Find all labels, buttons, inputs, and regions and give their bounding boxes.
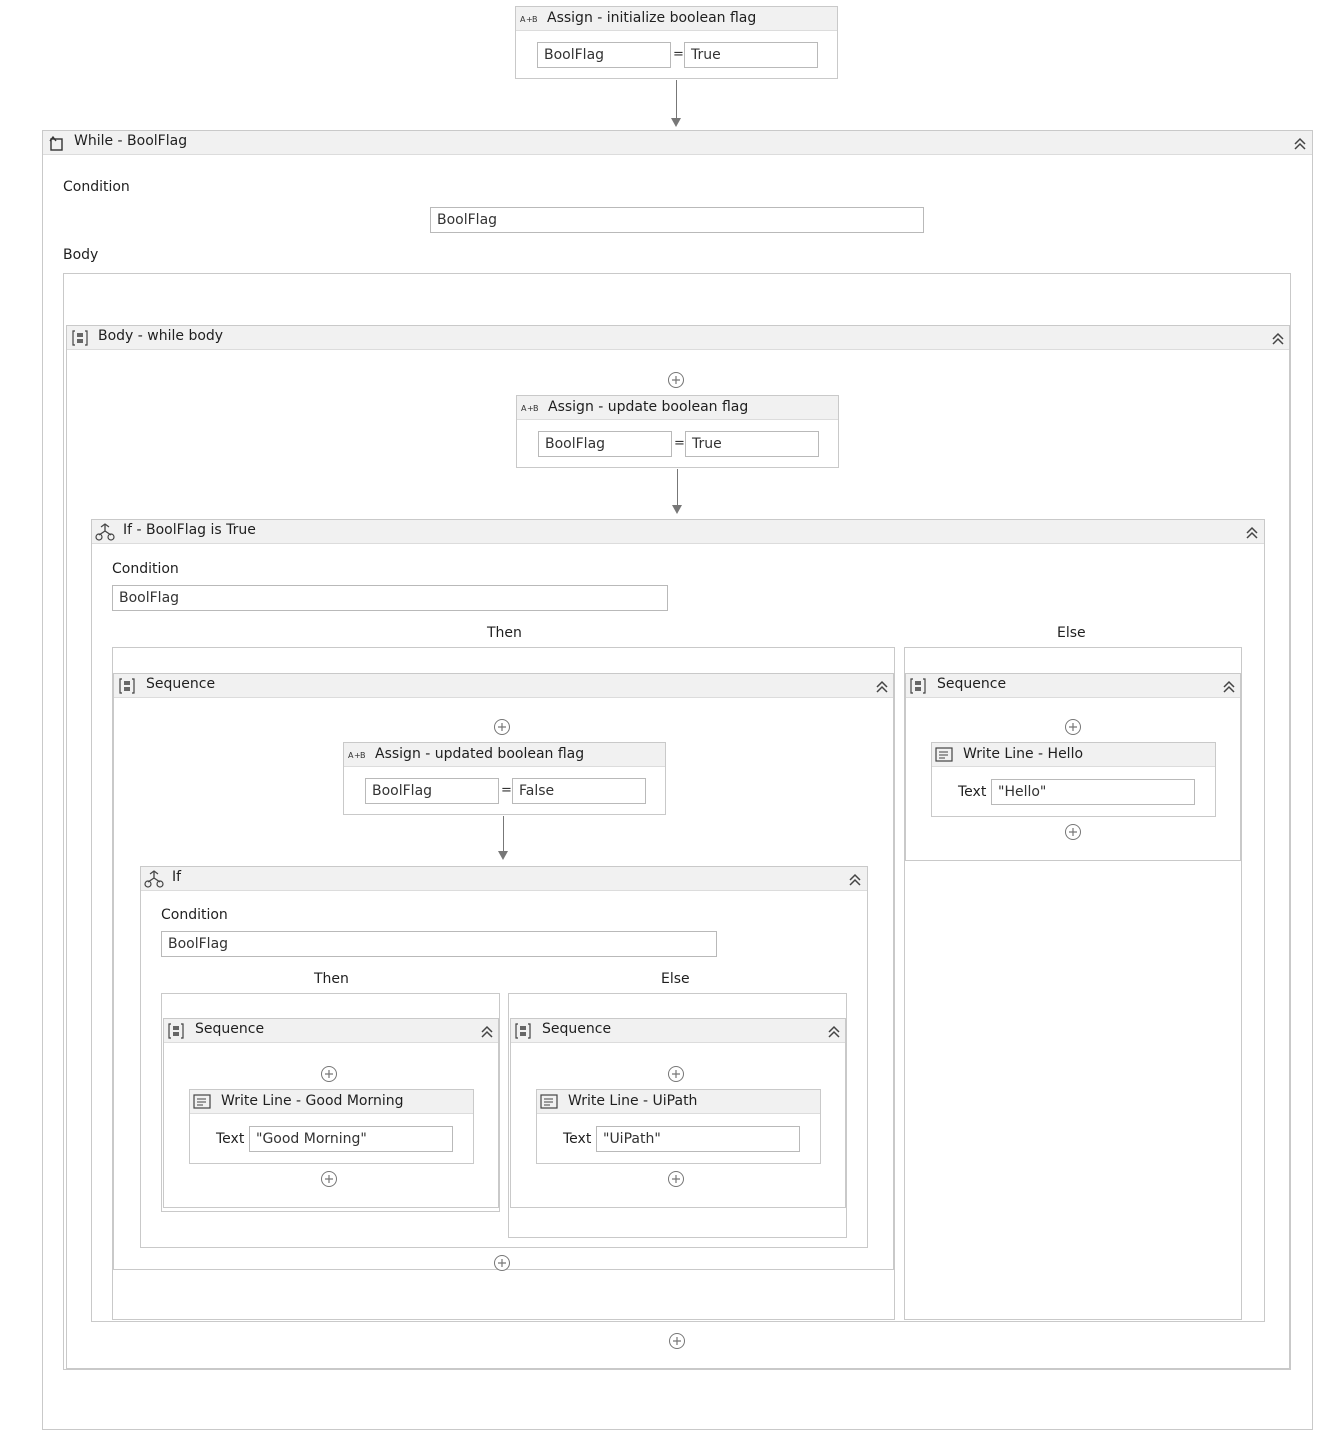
assign-to-field[interactable]: BoolFlag (537, 42, 671, 68)
flow-connector (677, 469, 678, 505)
flow-arrow (498, 851, 508, 860)
assign-initialize-activity[interactable] (515, 6, 838, 79)
add-activity-icon[interactable] (667, 371, 685, 389)
body-label: Body (63, 247, 99, 263)
assign-operator: = (674, 436, 685, 451)
add-activity-icon[interactable] (668, 1332, 686, 1350)
activity-title: If - BoolFlag is True (123, 522, 256, 538)
svg-text:+: + (526, 15, 533, 24)
activity-header (92, 520, 1264, 544)
add-activity-icon[interactable] (320, 1065, 338, 1083)
activity-title: Sequence (195, 1021, 265, 1037)
text-label: Text (216, 1131, 245, 1147)
activity-title: Sequence (937, 676, 1007, 692)
write-line-uipath-activity[interactable] (536, 1089, 821, 1164)
svg-text:A: A (348, 751, 354, 760)
condition-label: Condition (112, 561, 179, 577)
flow-arrow (672, 505, 682, 514)
activity-title: If (172, 869, 182, 885)
condition-label: Condition (161, 907, 228, 923)
svg-text:+: + (527, 404, 534, 413)
text-field[interactable]: "Hello" (991, 779, 1195, 805)
sequence-icon (514, 1022, 532, 1040)
assign-icon (521, 403, 541, 413)
condition-label: Condition (63, 179, 130, 195)
if-inner-activity[interactable] (140, 866, 868, 1248)
else-sequence-activity[interactable] (510, 1018, 846, 1208)
then-branch-container (112, 647, 895, 1320)
add-activity-icon[interactable] (1064, 718, 1082, 736)
assign-to-field[interactable]: BoolFlag (365, 778, 499, 804)
add-activity-icon[interactable] (493, 1254, 511, 1272)
while-icon (48, 135, 65, 152)
assign-update-activity[interactable] (516, 395, 839, 468)
svg-text:B: B (532, 15, 538, 24)
then-label: Then (487, 625, 522, 641)
else-branch-container (508, 993, 847, 1238)
while-body-container (63, 273, 1291, 1370)
activity-title: Sequence (542, 1021, 612, 1037)
body-sequence-activity[interactable] (66, 325, 1290, 1369)
activity-header (141, 867, 867, 891)
assign-value-field[interactable]: False (512, 778, 646, 804)
activity-title: Assign - update boolean flag (548, 399, 749, 415)
collapse-icon[interactable] (848, 873, 862, 887)
condition-field[interactable]: BoolFlag (430, 207, 924, 233)
svg-text:A: A (520, 15, 526, 24)
if-outer-activity[interactable] (91, 519, 1265, 1322)
then-sequence-activity[interactable] (113, 673, 894, 1270)
then-sequence-activity[interactable] (163, 1018, 499, 1208)
write-line-good-morning-activity[interactable] (189, 1089, 474, 1164)
while-activity[interactable] (42, 130, 1313, 1430)
write-line-icon (540, 1093, 558, 1111)
add-activity-icon[interactable] (320, 1170, 338, 1188)
else-sequence-activity[interactable] (905, 673, 1241, 861)
assign-value-field[interactable]: True (685, 431, 819, 457)
if-icon (144, 870, 164, 888)
text-label: Text (563, 1131, 592, 1147)
activity-header (67, 326, 1289, 350)
text-field[interactable]: "Good Morning" (249, 1126, 453, 1152)
flow-arrow (671, 118, 681, 127)
add-activity-icon[interactable] (667, 1065, 685, 1083)
activity-title: Assign - initialize boolean flag (547, 10, 757, 26)
collapse-icon[interactable] (480, 1025, 494, 1039)
else-label: Else (1057, 625, 1086, 641)
activity-title: Write Line - Hello (963, 746, 1084, 762)
collapse-icon[interactable] (1222, 680, 1236, 694)
condition-field[interactable]: BoolFlag (112, 585, 668, 611)
activity-title: Body - while body (98, 328, 224, 344)
write-line-icon (193, 1093, 211, 1111)
collapse-icon[interactable] (1271, 332, 1285, 346)
text-field[interactable]: "UiPath" (596, 1126, 800, 1152)
then-branch-container (161, 993, 500, 1212)
sequence-icon (167, 1022, 185, 1040)
write-line-icon (935, 746, 953, 764)
assign-updated-activity[interactable] (343, 742, 666, 815)
assign-value-field[interactable]: True (684, 42, 818, 68)
add-activity-icon[interactable] (667, 1170, 685, 1188)
sequence-icon (909, 677, 927, 695)
activity-title: Write Line - UiPath (568, 1093, 698, 1109)
activity-title: Sequence (146, 676, 216, 692)
flow-connector (676, 80, 677, 118)
svg-text:B: B (360, 751, 366, 760)
assign-to-field[interactable]: BoolFlag (538, 431, 672, 457)
activity-title: Assign - updated boolean flag (375, 746, 585, 762)
condition-field[interactable]: BoolFlag (161, 931, 717, 957)
collapse-icon[interactable] (875, 680, 889, 694)
collapse-icon[interactable] (1293, 137, 1307, 151)
svg-text:+: + (354, 751, 361, 760)
assign-icon (520, 14, 540, 24)
assign-icon (348, 750, 368, 760)
svg-text:B: B (533, 404, 539, 413)
activity-title: Write Line - Good Morning (221, 1093, 404, 1109)
sequence-icon (71, 329, 89, 347)
then-label: Then (314, 971, 349, 987)
text-label: Text (958, 784, 987, 800)
add-activity-icon[interactable] (493, 718, 511, 736)
add-activity-icon[interactable] (1064, 823, 1082, 841)
svg-text:A: A (521, 404, 527, 413)
write-line-hello-activity[interactable] (931, 742, 1216, 817)
else-branch-container (904, 647, 1242, 1320)
collapse-icon[interactable] (827, 1025, 841, 1039)
activity-title: While - BoolFlag (74, 133, 188, 149)
assign-operator: = (501, 783, 512, 798)
flow-connector (503, 816, 504, 851)
collapse-icon[interactable] (1245, 526, 1259, 540)
sequence-icon (118, 677, 136, 695)
else-label: Else (661, 971, 690, 987)
if-icon (95, 523, 115, 541)
activity-header (43, 131, 1312, 155)
assign-operator: = (673, 47, 684, 62)
activity-header (114, 674, 893, 698)
